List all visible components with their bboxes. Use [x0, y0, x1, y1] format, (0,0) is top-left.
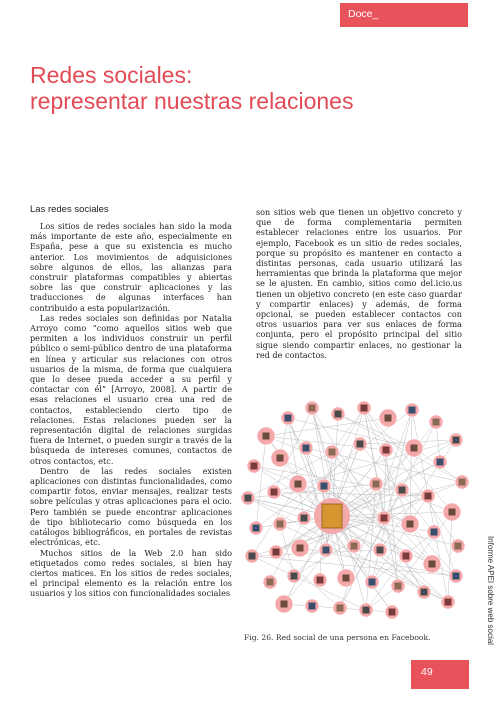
- node-photo: [455, 543, 462, 550]
- node-photo: [335, 411, 342, 418]
- node-photo: [357, 441, 364, 448]
- paragraph: Dentro de las redes sociales existen aplicaciones con distintas funcionalidades, como compartir fotos, enviar mensajes, realizar tests sobre películas y otras aplicaciones para el ocio. Pero también se puede encontrar aplicaciones de tipo bibliotecario como búsqueda en los catálogos bibliográficos, en portales de revistas electrónicas, etc.: [30, 465, 232, 548]
- node-photo: [453, 437, 460, 444]
- node-photo: [321, 483, 328, 490]
- page-number-box: [411, 660, 469, 689]
- node-photo: [395, 583, 402, 590]
- node-photo: [373, 481, 380, 488]
- node-photo: [285, 415, 292, 422]
- node-photo: [431, 529, 438, 536]
- node-photo: [409, 407, 416, 414]
- node-photo: [369, 579, 376, 586]
- network-edge: [364, 408, 384, 518]
- right-text-column: [256, 207, 462, 360]
- node-photo: [343, 575, 350, 582]
- network-edge: [288, 418, 304, 518]
- node-photo: [403, 553, 410, 560]
- node-photo: [281, 601, 288, 608]
- node-photo: [253, 525, 260, 532]
- node-photo: [459, 479, 466, 486]
- node-photo: [301, 515, 308, 522]
- node-photo: [453, 573, 460, 580]
- node-photo: [271, 489, 278, 496]
- report-side-label: Informe APEI sobre web social: [486, 536, 495, 645]
- page-title-line-1: Redes sociales:: [30, 62, 193, 88]
- node-photo: [309, 603, 316, 610]
- central-node-photo: [322, 504, 342, 528]
- social-network-graph-image: [236, 400, 471, 622]
- node-photo: [429, 561, 436, 568]
- node-photo: [407, 521, 414, 528]
- node-photo: [421, 589, 428, 596]
- node-photo: [361, 405, 368, 412]
- left-text-column: [30, 221, 232, 599]
- node-photo: [381, 515, 388, 522]
- page-title: [30, 62, 470, 114]
- node-photo: [295, 481, 302, 488]
- node-photo: [303, 445, 310, 452]
- social-network-figure: [236, 400, 471, 622]
- node-photo: [277, 455, 284, 462]
- node-photo: [425, 493, 432, 500]
- node-photo: [317, 577, 324, 584]
- node-photo: [329, 449, 336, 456]
- node-photo: [267, 579, 274, 586]
- node-photo: [337, 605, 344, 612]
- paragraph: Los sitios de redes sociales han sido la moda más importante de este año, especialmente en España, pese a que su existencia es mucho anterior. Los movimientos de adquisiciones sobre algunos de ellos, las alianzas para construir plataformas compatibles y abiertas sobre las que construir aplicaciones y las traducciones de algunas interfaces han contribuido a esta popularización.: [30, 221, 232, 313]
- header-tag-bar: [340, 3, 468, 27]
- network-edge: [448, 512, 452, 602]
- node-photo: [277, 521, 284, 528]
- page-title-line-2: representar nuestras relaciones: [30, 88, 354, 114]
- node-photo: [291, 573, 298, 580]
- node-photo: [383, 447, 390, 454]
- network-edge: [320, 486, 324, 580]
- node-photo: [377, 547, 384, 554]
- network-edge: [256, 436, 266, 528]
- node-photo: [445, 599, 452, 606]
- node-photo: [433, 419, 440, 426]
- node-photo: [437, 459, 444, 466]
- paragraph-continued: son sitios web que tienen un objetivo concreto y que de forma complementaria permiten establecer relaciones entre los usuarios. Por ejemplo, Facebook es un sitio de redes sociales, porque su propósito es mantener en contacto a distintas personas, cada usuario utilizará las herramientas que brinda la plataforma que mejor se le ajusten. En cambio, sitios como del.icio.us tienen un objetivo concreto (en este caso guardar y compartir enlaces) y además, de forma opcional, se pueden establecer contactos con otros usuarios para ver sus enlaces de forma conjunta, pero el propósito principal del sitio sigue siendo compartir enlaces, no gestionar la red de contactos.: [256, 207, 462, 360]
- node-photo: [297, 545, 304, 552]
- node-photo: [263, 433, 270, 440]
- network-edge: [364, 408, 398, 586]
- node-photo: [449, 509, 456, 516]
- network-edge: [338, 414, 414, 448]
- node-photo: [323, 547, 330, 554]
- node-photo: [249, 553, 256, 560]
- paragraph: Muchos sitios de la Web 2.0 han sido etiquetados como redes sociales, si bien hay ciertos matices. En los sitios de redes sociales, el principal elemento es la relación entre los usuarios y los sitios con funcionalidades sociales: [30, 547, 232, 599]
- network-edge: [332, 512, 452, 516]
- network-edge: [410, 410, 412, 524]
- paragraph: Las redes sociales son definidas por Natalia Arroyo como “como aquellos sitios web que permiten a los individuos construir un perfil público o semi-público dentro de una plataforma en línea y articular sus relaciones con otros usuarios de la misma, de forma que cualquiera que lo desee pueda acceder a su perfil y contactar con él” [Arroyo, 2008]. A partir de esas relaciones el usuario crea una red de contactos, estableciendo cierto tipo de relaciones. Estas relaciones pueden ser la representación digital de relaciones surgidas fuera de Internet, o pueden surgir a través de la búsqueda de intereses comunes, contactos de otros contactos, etc.: [30, 312, 232, 466]
- node-photo: [363, 607, 370, 614]
- figure-caption: Fig. 26. Red social de una persona en Facebook.: [244, 633, 431, 642]
- node-photo: [245, 495, 252, 502]
- section-heading: Las redes sociales: [30, 204, 109, 215]
- node-photo: [411, 445, 418, 452]
- node-photo: [351, 543, 358, 550]
- network-edge: [294, 448, 414, 576]
- network-edges: [248, 408, 462, 612]
- node-photo: [385, 415, 392, 422]
- node-photo: [389, 609, 396, 616]
- page-number: 49: [421, 666, 433, 678]
- node-photo: [273, 549, 280, 556]
- header-tag: Doce_: [348, 8, 379, 20]
- node-photo: [309, 405, 316, 412]
- node-photo: [251, 463, 258, 470]
- node-photo: [399, 487, 406, 494]
